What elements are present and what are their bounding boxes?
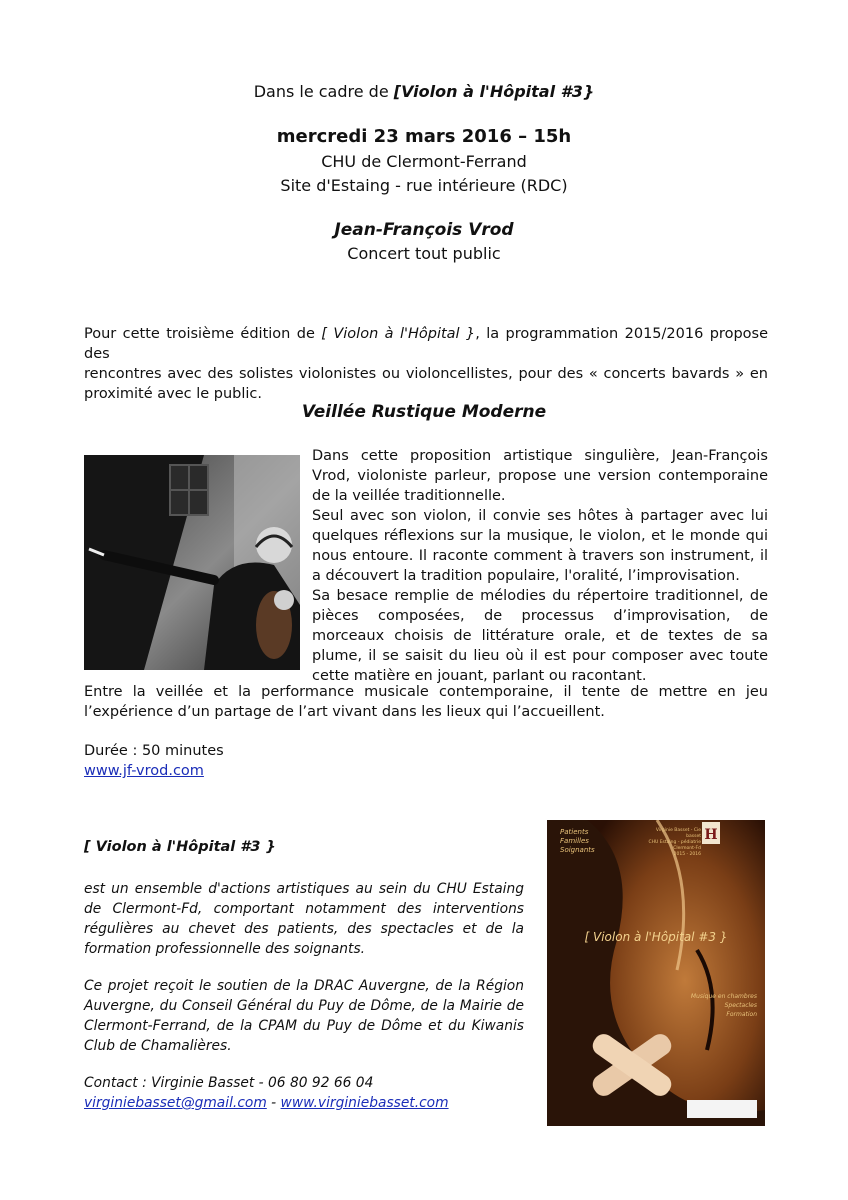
event-date: mercredi 23 mars 2016 – 15h: [276, 126, 572, 147]
project-description: est un ensemble d'actions artistiques au sein du CHU Estaing de Clermont-Fd, comportant notamment des interventions régulières au chevet des patients, des spectacles et de la formation professionnelle des soignants.: [84, 881, 524, 957]
artist-website-link[interactable]: www.jf-vrod.com: [84, 763, 204, 779]
event-location: Site d'Estaing - rue intérieure (RDC): [280, 176, 568, 195]
artist-photo: [84, 455, 300, 670]
event-venue: CHU de Clermont-Ferrand: [321, 152, 527, 171]
poster-artwork: [547, 820, 765, 1126]
project-support: Ce projet reçoit le soutien de la DRAC Auvergne, de la Région Auvergne, du Conseil Général du Puy de Dôme, de la Mairie de Clermont-Ferrand, de la CPAM du Puy de Dôme et du Kiwanis Club de Chamalières.: [84, 978, 524, 1054]
event-poster: [547, 820, 765, 1126]
contact-website-link[interactable]: www.virginiebasset.com: [280, 1095, 449, 1111]
intro-line-3: proximité avec le public.: [84, 386, 263, 402]
contact-email-link[interactable]: virginiebasset@gmail.com: [84, 1095, 267, 1111]
section-title: Veillée Rustique Moderne: [301, 402, 547, 422]
concert-type: Concert tout public: [347, 244, 501, 263]
description-p4: Entre la veillée et la performance musicale contemporaine, il tente de mettre en jeu l’expérience d’un partage de l’art vivant dans les lieux qui l’accueillent.: [84, 684, 768, 720]
poster-tags: Musique en chambres Spectacles Formation: [690, 993, 757, 1018]
description-p3: Sa besace remplie de mélodies du répertoire traditionnel, de pièces composées, de processus d’improvisation, de morceaux choisis de littérature orale, et de textes de sa plume, il se saisit du lieu où il est pour composer avec toute cette matière en jouant, parlant ou racontant.: [312, 588, 768, 684]
framework-prefix: Dans le cadre de: [253, 82, 394, 101]
intro-text-c: , la programmation 2015/2016 propose des: [84, 326, 768, 362]
description-p2: Seul avec son violon, il convie ses hôtes à partager avec lui quelques réflexions sur la musique, le violon, et le monde qui nous entoure. Il raconte comment à travers son instrument, il a découvert la tradition populaire, l'oralité, l’improvisation.: [312, 508, 768, 584]
contact-links: [84, 1093, 524, 1113]
intro-program-name: [ Violon à l'Hôpital }: [321, 326, 476, 342]
description-p1: Dans cette proposition artistique singulière, Jean-François Vrod, violoniste parleur, propose une version contemporaine de la veillée traditionnelle.: [312, 448, 768, 504]
artist-name: Jean-François Vrod: [334, 220, 514, 240]
poster-title: [ Violon à l'Hôpital #3 }: [584, 930, 728, 944]
duration: Durée : 50 minutes: [84, 743, 224, 759]
poster-audience: Patients Familles Soignants: [560, 828, 595, 854]
intro-line-2: rencontres avec des solistes violonistes ou violoncellistes, pour des « concerts bavards » en: [84, 366, 768, 382]
project-contact: Contact : Virginie Basset - 06 80 92 66 04: [84, 1075, 374, 1091]
poster-organizer: Virginie Basset - Cie basset CHU Estaing - pédiatrie Clermont-Fd 2015 - 2016: [648, 828, 701, 857]
intro-paragraph: [84, 324, 768, 404]
artist-photo-image: [84, 455, 300, 670]
svg-text:H: H: [704, 827, 718, 843]
description-block: [312, 446, 768, 686]
contact-separator: -: [266, 1095, 281, 1111]
framework-title: [Violon à l'Hôpital #3}: [393, 82, 595, 101]
project-title: [ Violon à l'Hôpital #3 }: [84, 839, 276, 855]
framework-line: [0, 82, 848, 101]
intro-text-a: Pour cette troisième édition de: [84, 326, 322, 342]
